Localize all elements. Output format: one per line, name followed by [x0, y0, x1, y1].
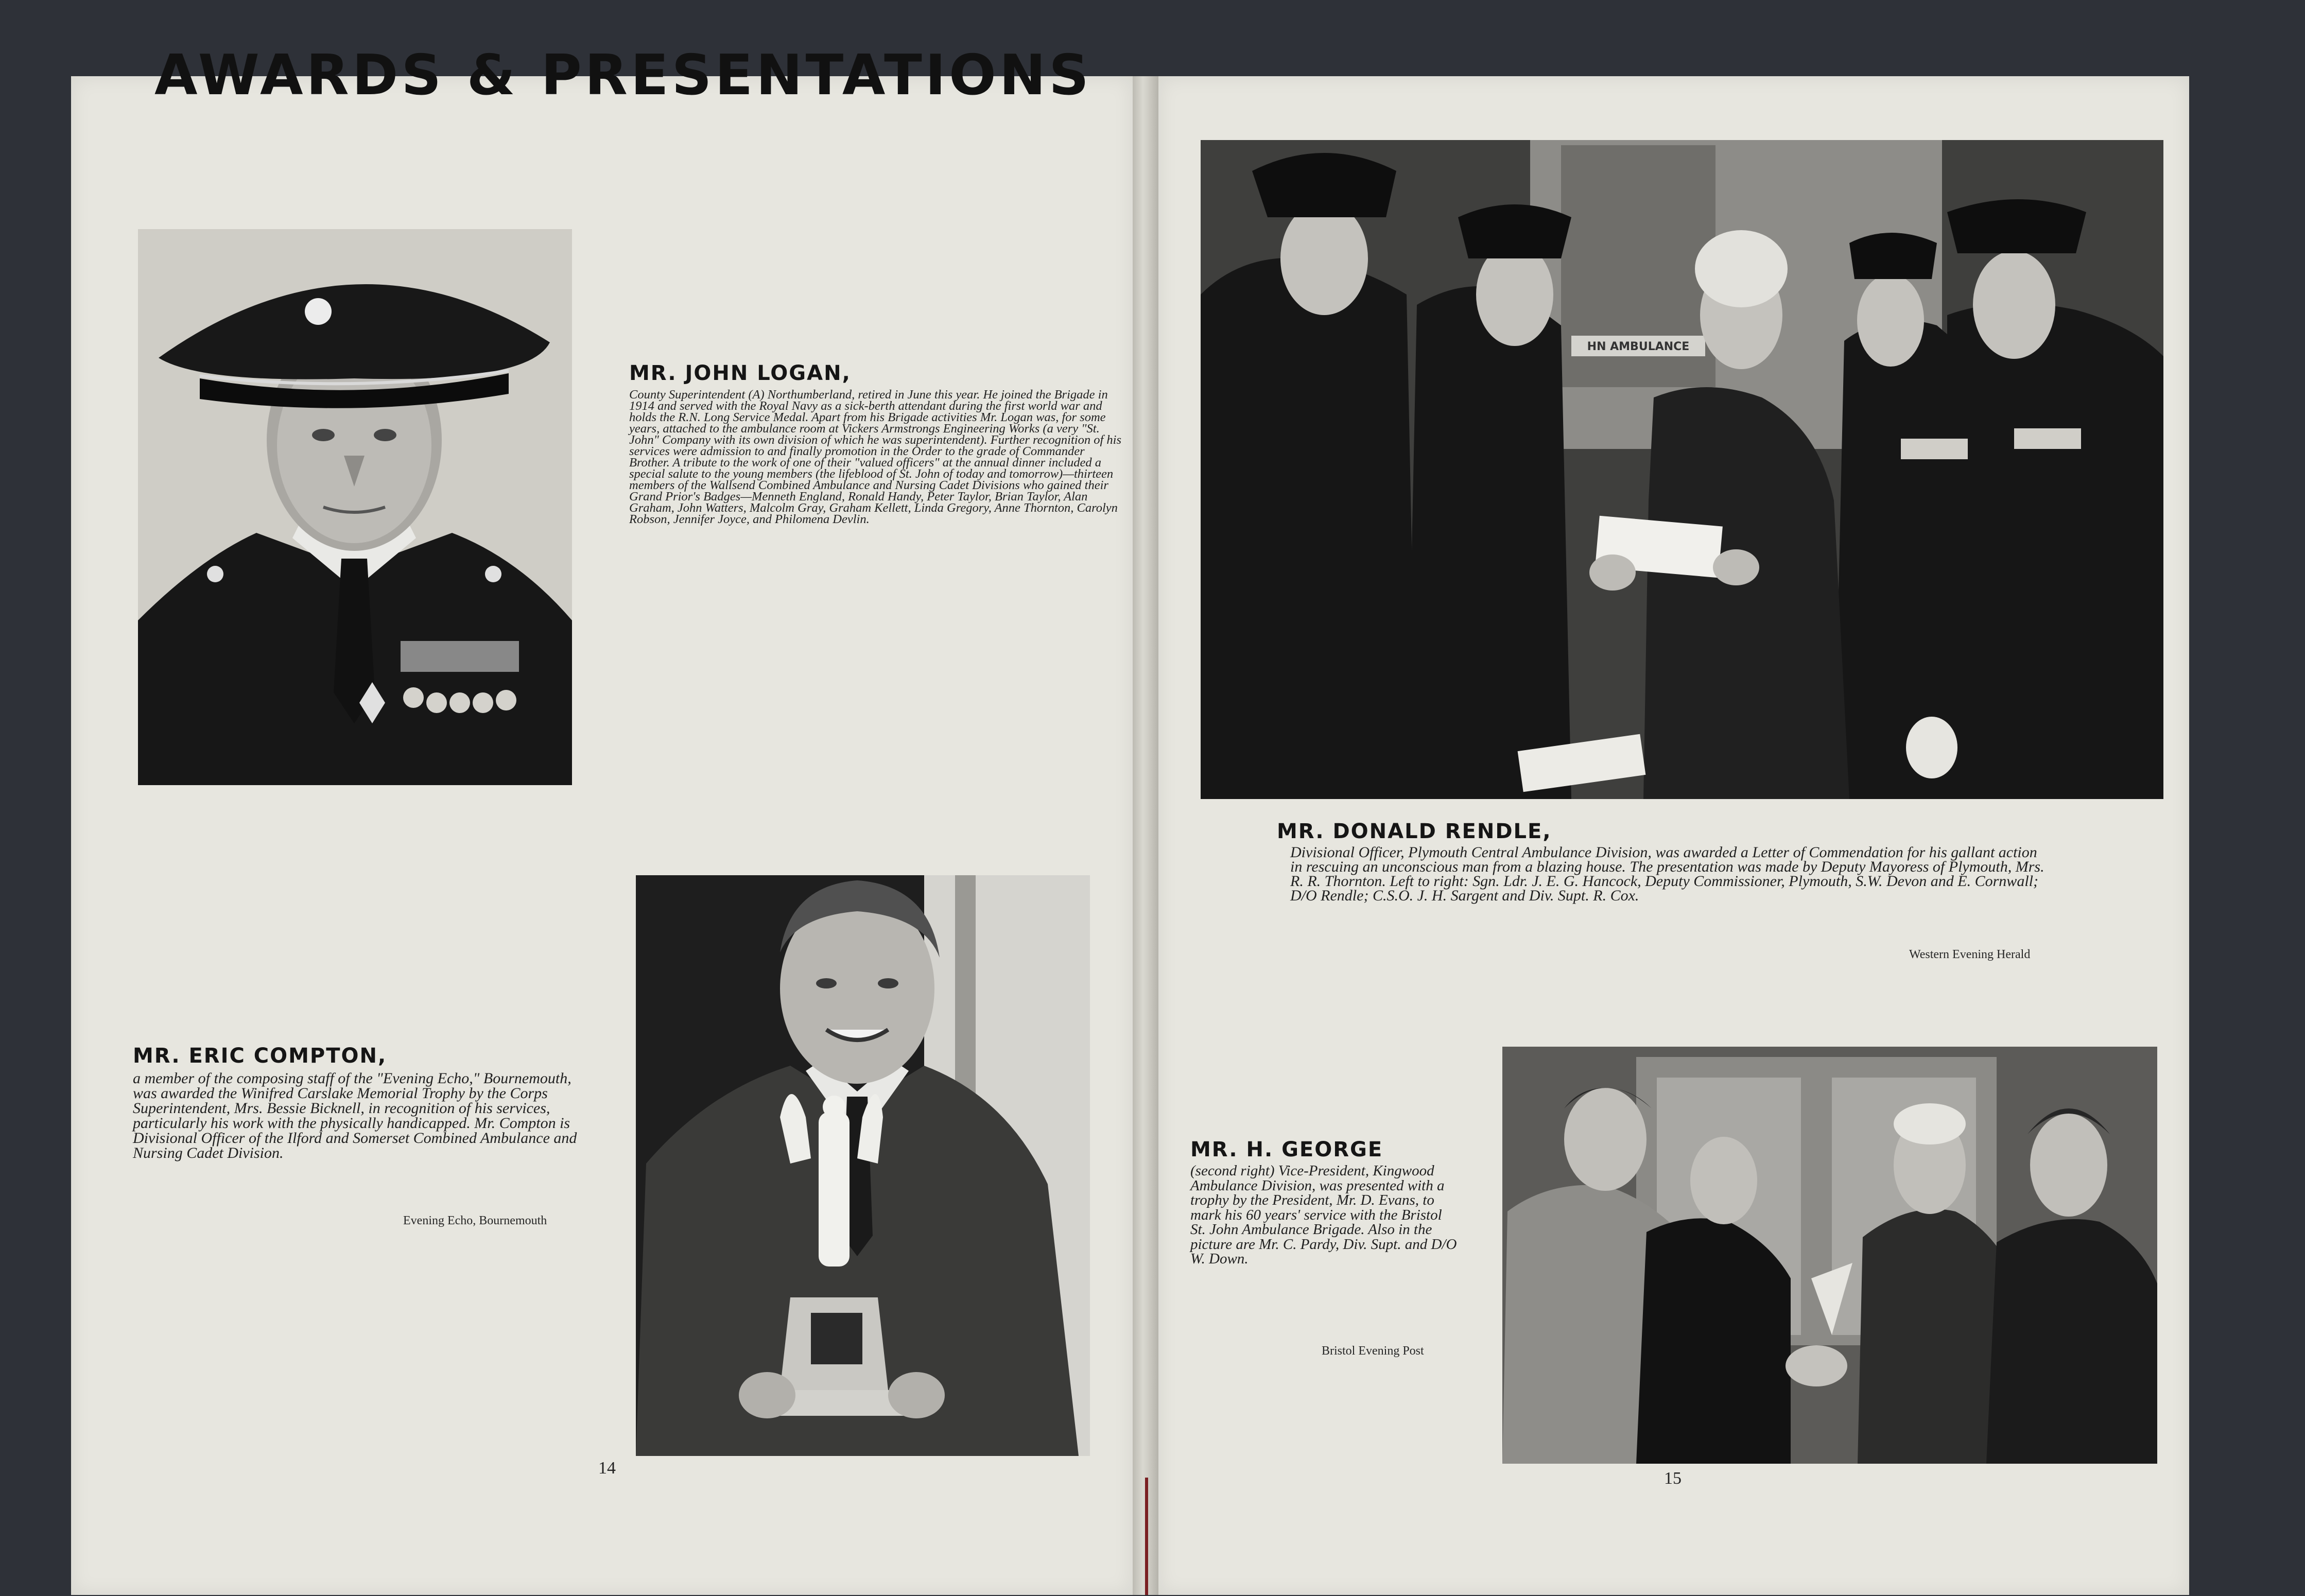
- logan-caption: County Superintendent (A) Northumberland, retired in June this year. He joined the Brigade in 1914 and served with the Royal Navy as a sick-berth attendant during the first world war and holds the R.N. Long Service Medal. Apart from his Brigade activities Mr. Logan was, for some years, attached to the ambulance room at Vickers Armstrongs Engineering Works (a very "St. John" Company with its own division of which he was superintendent). Further recognition of his services were admission to and finally promotion in the Order to the grade of Commander Brother. A tribute to the work of one of their "valued officers" at the annual dinner included a special salute to the young members (the lifeblood of St. John of today and tomorrow)—thirteen members of the Wallsend Combined Ambulance and Nursing Cadet Divisions who gained their Grand Prior's Badges—Menneth England, Ronald Handy, Peter Taylor, Brian Taylor, Alan Graham, John Watters, Malcolm Gray, Graham Kellett, Linda Gregory, Anne Thornton, Carolyn Robson, Jennifer Joyce, and Philomena Devlin.: [629, 388, 1121, 526]
- compton-name: MR. ERIC COMPTON,: [133, 1044, 387, 1068]
- george-caption: (second right) Vice-President, Kingwood Ambulance Division, was presented with a trophy by the President, Mr. D. Evans, to mark his 60 years' service with the Bristol St. John Ambulance Brigade. Also in the picture are Mr. C. Pardy, Div. Supt. and D/O W. Down.: [1190, 1163, 1457, 1267]
- compton-caption: a member of the composing staff of the "Evening Echo," Bournemouth, was awarded the Winifred Carslake Memorial Trophy by the Corps Superintendent, Mrs. Bessie Bicknell, in recognition of his services, particularly his work with the physically handicapped. Mr. Compton is Divisional Officer of the Ilford and Somerset Combined Ambulance and Nursing Cadet Division.: [133, 1070, 577, 1161]
- rendle-caption: Divisional Officer, Plymouth Central Ambulance Division, was awarded a Letter of Commendation for his gallant action in rescuing an unconscious man from a blazing house. The presentation was made by Deputy Mayoress of Plymouth, Mrs. R. R. Thornton. Left to right: Sgn. Ldr. J. E. G. Hancock, Deputy Commissioner, Plymouth, S.W. Devon and E. Cornwall; D/O Rendle; C.S.O. J. H. Sargent and Div. Supt. R. Cox.: [1290, 844, 2044, 904]
- page-title: AWARDS & PRESENTATIONS: [154, 43, 1092, 108]
- h-george-photo: [1502, 1047, 2157, 1464]
- donald-rendle-photo: [1201, 140, 2163, 799]
- binding-ribbon: [1145, 1478, 1148, 1595]
- rendle-photo-credit: Western Evening Herald: [1909, 948, 2031, 961]
- rendle-name: MR. DONALD RENDLE,: [1277, 820, 1552, 843]
- page-number-left: 14: [598, 1459, 616, 1478]
- george-name: MR. H. GEORGE: [1190, 1138, 1383, 1161]
- logan-name: MR. JOHN LOGAN,: [629, 361, 851, 385]
- john-logan-photo: [138, 229, 572, 785]
- photo-sign-text: HN AMBULANCE: [1587, 340, 1690, 353]
- compton-photo-credit: Evening Echo, Bournemouth: [403, 1214, 547, 1227]
- book-spine: [1133, 76, 1158, 1595]
- george-photo-credit: Bristol Evening Post: [1322, 1344, 1424, 1358]
- page-number-right: 15: [1664, 1469, 1682, 1488]
- eric-compton-photo: [636, 875, 1090, 1456]
